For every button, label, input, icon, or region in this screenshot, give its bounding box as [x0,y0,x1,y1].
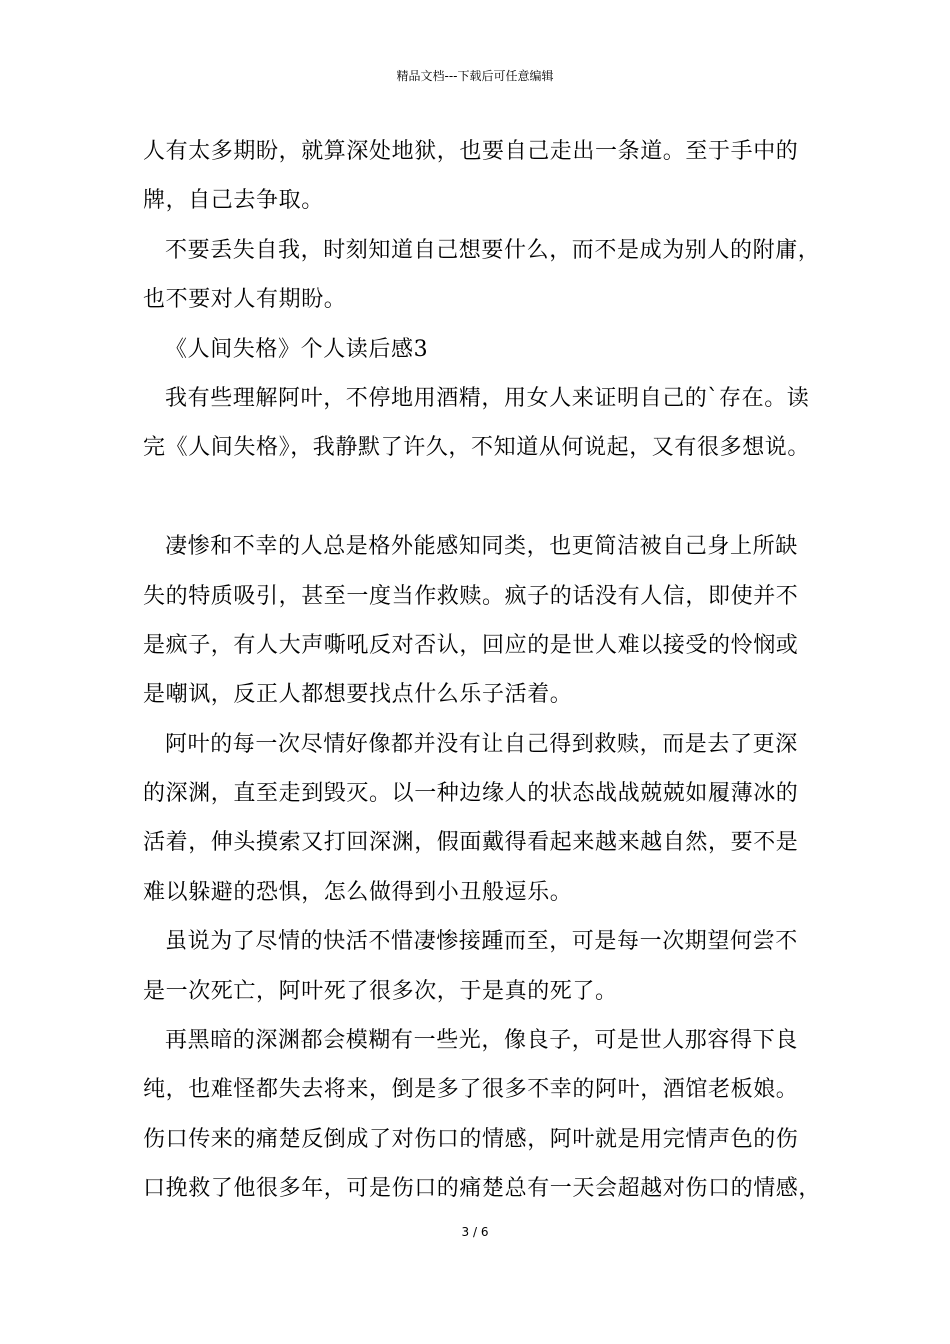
page-number: 3 / 6 [461,1225,489,1239]
text-line: 难以躲避的恐惧，怎么做得到小丑般逗乐。 [143,879,573,905]
text-line: 也不要对人有期盼。 [143,287,347,313]
text-line: 完《人间失格》，我静默了许久，不知道从何说起，又有很多想说。 [143,435,811,461]
text-line: 的深渊，直至走到毁灭。以一种边缘人的状态战战兢兢如履薄冰的 [143,781,799,807]
text-line: 伤口传来的痛楚反倒成了对伤口的情感，阿叶就是用完情声色的伤 [143,1126,799,1152]
text-line: 是一次死亡，阿叶死了很多次，于是真的死了。 [143,978,618,1004]
text-line: 人有太多期盼，就算深处地狱，也要自己走出一条道。至于手中的 [143,139,799,164]
text-line: 牌，自己去争取。 [143,188,324,214]
text-line: 不要丢失自我，时刻知道自己想要什么，而不是成为别人的附庸， [165,237,821,263]
text-line: 我有些理解阿叶，不停地用酒精，用女人来证明自己的`存在。读 [165,385,810,411]
text-line: 再黑暗的深渊都会模糊有一些光，像良子，可是世人那容得下良 [165,1028,798,1054]
text-line [143,478,823,527]
text-line: 《人间失格》个人读后感3 [165,336,429,362]
text-line: 是疯子，有人大声嘶吼反对否认，回应的是世人难以接受的怜悯或 [143,632,799,658]
text-line: 是嘲讽，反正人都想要找点什么乐子活着。 [143,682,573,708]
text-line: 口挽救了他很多年，可是伤口的痛楚总有一天会超越对伤口的情感， [143,1176,822,1202]
text-line: 虽说为了尽情的快活不惜凄惨接踵而至，可是每一次期望何尝不 [165,929,798,955]
page-header: 精品文档---下载后可任意编辑 [396,69,554,83]
text-line: 凄惨和不幸的人总是格外能感知同类，也更简洁被自己身上所缺 [165,534,798,560]
text-line: 阿叶的每一次尽情好像都并没有让自己得到救赎，而是去了更深 [165,731,798,757]
document-body [143,132,823,1219]
text-line: 纯，也难怪都失去将来，倒是多了很多不幸的阿叶，酒馆老板娘。 [143,1077,799,1103]
text-line: 失的特质吸引，甚至一度当作救赎。疯子的话没有人信，即使并不 [143,583,799,609]
text-line: 活着，伸头摸索又打回深渊，假面戴得看起来越来越自然，要不是 [143,830,799,856]
